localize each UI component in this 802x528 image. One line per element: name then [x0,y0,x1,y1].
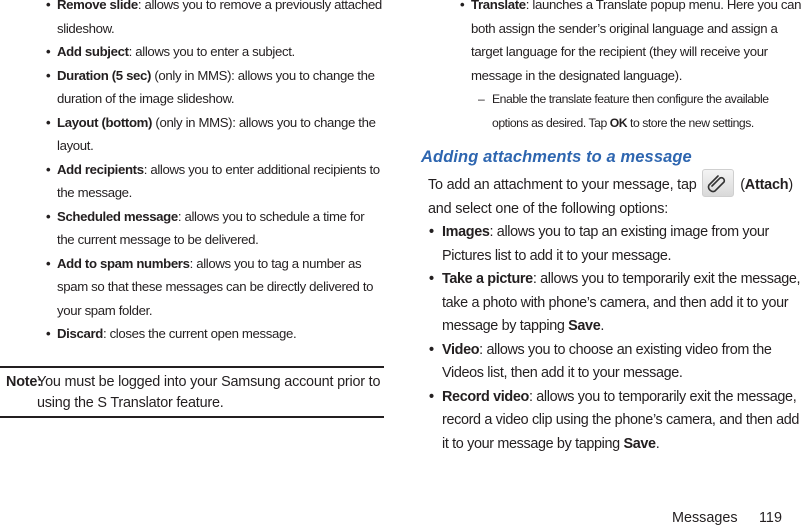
translate-subitem [418,87,802,135]
item-desc: : allows you to schedule a time for the current message to be delivered. [57,208,365,247]
item-term: Remove slide [57,0,138,12]
item-term: Scheduled message [57,208,178,224]
item-term: Take a picture [442,271,533,287]
list-item [0,111,384,158]
attach-term: Attach [744,176,789,193]
list-item [414,0,802,87]
open-paren: ( [736,176,745,193]
item-term: Record video [442,388,529,405]
list-item [0,64,384,111]
list-item [418,268,802,339]
item-desc: : launches a Translate popup menu. Here you can both assign the sender’s original language and assign a target language for the recipient (they will receive your message in the designated language). [471,0,802,83]
item-term: Images [442,224,490,240]
item-desc: : closes the current open message. [102,326,297,341]
intro-paragraph [418,171,802,220]
list-item [0,252,384,323]
item-term: Layout (bottom) [57,114,153,130]
section-heading: Adding attachments to a message [421,148,692,166]
item-term: Translate [471,0,526,12]
intro-text: To add an attachment to your message, tap [428,176,701,193]
list-item [0,40,384,64]
note-label: Note: [6,374,42,390]
sub-text: Enable the translate feature then configure the available options as desired. Tap [492,92,769,130]
list-item [0,322,384,346]
item-end: . [600,318,605,334]
item-term: Add subject [57,44,129,59]
option-list [0,0,384,346]
note-box [0,366,384,418]
sub-text-end: to store the new settings. [627,116,754,130]
left-column [0,0,384,346]
list-item [418,221,802,268]
intro-text-end: ) and select one of the following options: [428,176,793,217]
item-end: . [655,435,660,452]
attachment-options-list [418,221,802,456]
item-term: Discard [57,326,103,341]
list-item [0,0,384,40]
paperclip-icon [702,169,734,197]
translate-list [414,0,802,87]
item-desc: : allows you to enter a subject. [128,44,295,59]
footer-section-name: Messages [672,510,738,526]
item-desc: (only in MMS): allows you to change the duration of the image slideshow. [57,67,375,106]
item-desc: : allows you to temporarily exit the message, record a video clip using the phone’s camera, and then add it to your message by tapping [442,388,800,452]
dash-marker: – [478,92,485,106]
save-term: Save [568,318,601,334]
item-desc: : allows you to choose an existing video from the Videos list, then add it to your message. [442,341,772,381]
item-desc: : allows you to tap an existing image from your Pictures list to add it to your message. [442,224,770,264]
item-desc: : allows you to remove a previously attached slideshow. [57,0,382,36]
item-term: Duration (5 sec) [57,67,152,83]
list-item [0,205,384,252]
ok-term: OK [609,116,628,130]
item-term: Add to spam numbers [57,255,190,271]
item-term: Add recipients [57,161,144,177]
item-term: Video [442,341,480,358]
item-desc: : allows you to enter additional recipients to the message. [57,161,380,200]
item-desc: : allows you to temporarily exit the message, take a photo with phone’s camera, and then add it to your message by tapping [442,271,801,334]
list-item [418,339,802,386]
right-column [418,0,802,456]
item-desc: : allows you to tag a number as spam so that these messages can be directly delivered to your spam folder. [57,255,374,318]
page-number: 119 [759,510,782,526]
note-text: You must be logged into your Samsung account prior to using the S Translator feature. [37,374,381,411]
list-item [418,386,802,457]
save-term: Save [623,435,656,452]
list-item [0,158,384,205]
item-desc: (only in MMS): allows you to change the layout. [57,114,376,153]
